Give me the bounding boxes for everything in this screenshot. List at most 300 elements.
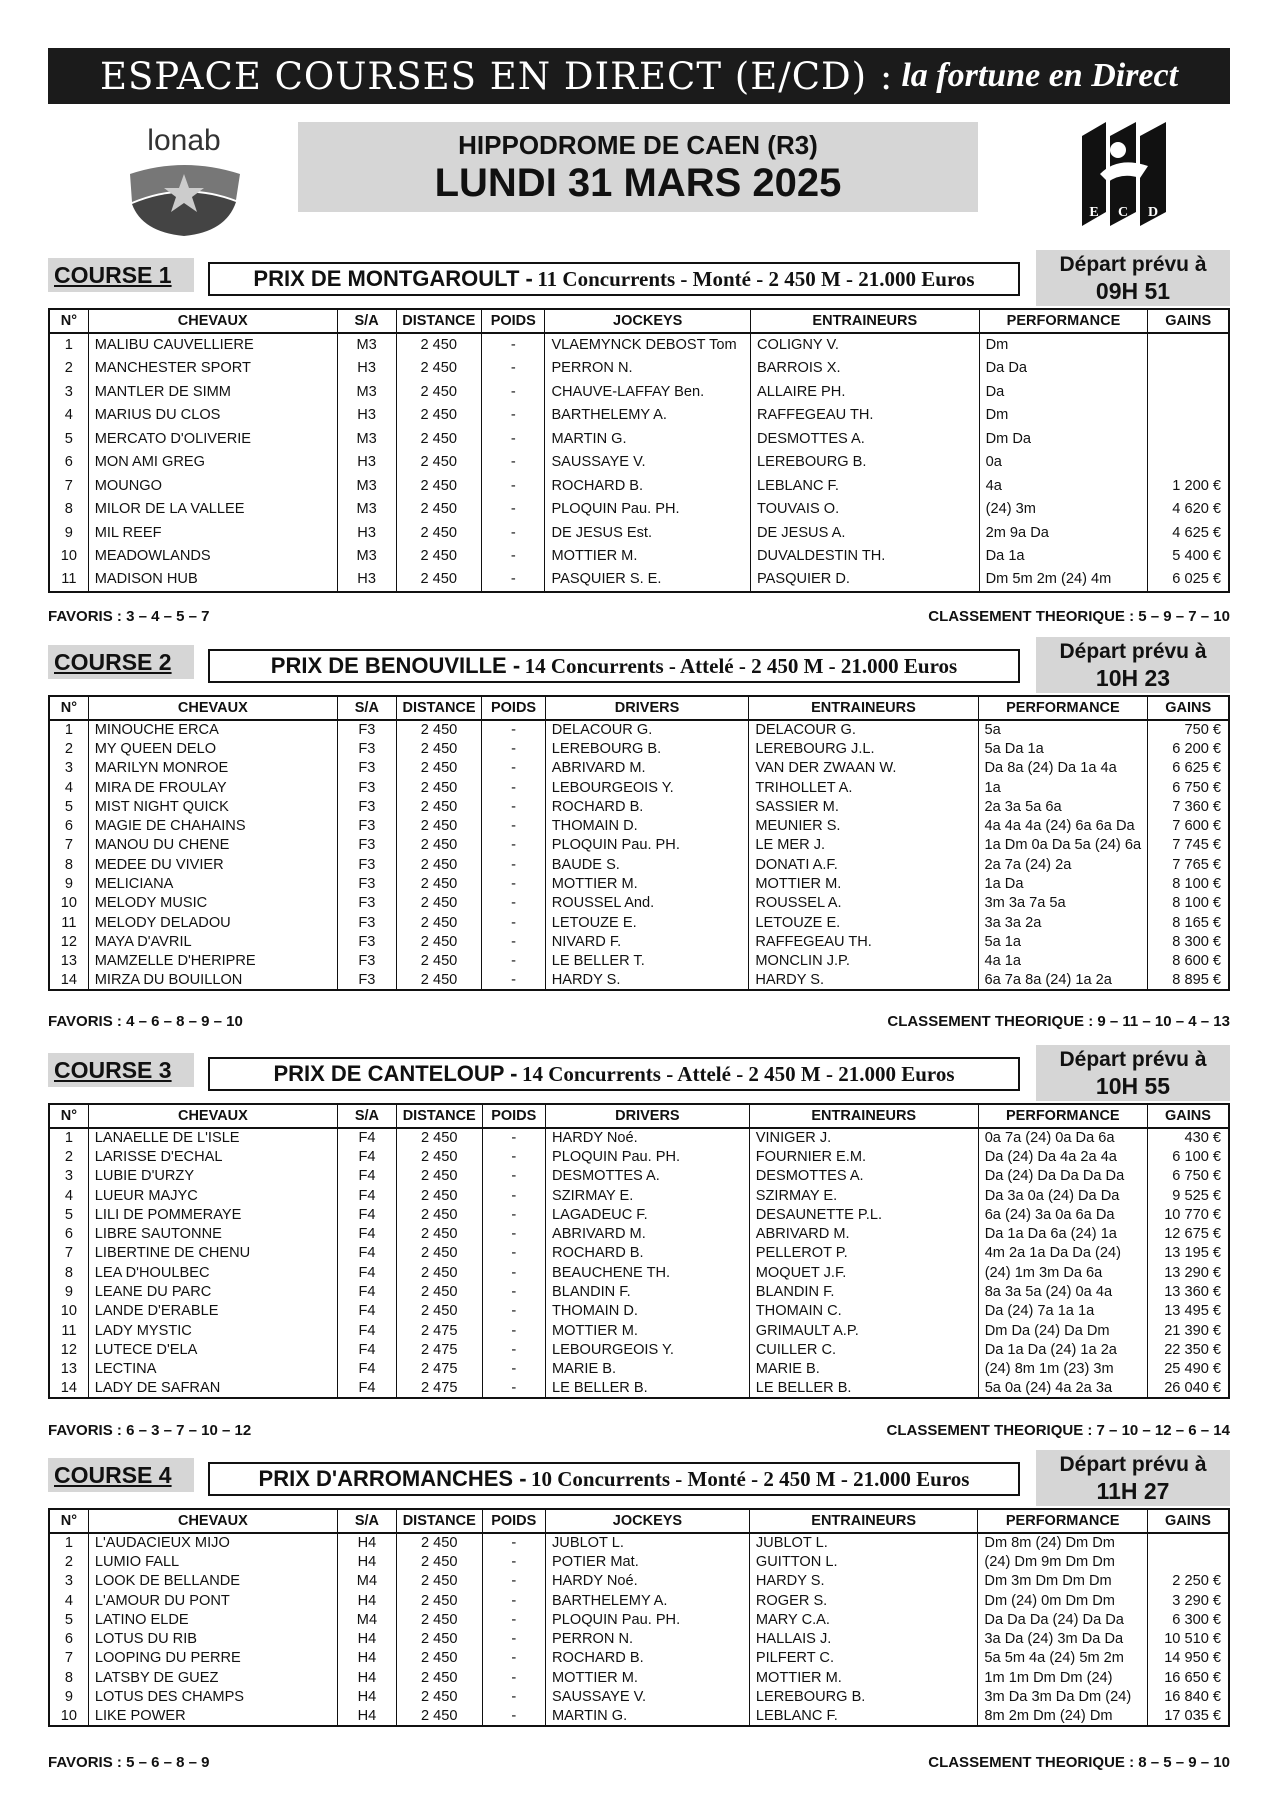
table-cell: MONCLIN J.P.	[749, 952, 978, 971]
table-cell: 6	[49, 451, 88, 475]
favoris	[48, 1754, 209, 1771]
table-cell: MINOUCHE ERCA	[88, 720, 337, 739]
table-cell: MARIUS DU CLOS	[88, 404, 337, 428]
favoris-values: 6 – 3 – 7 – 10 – 12	[126, 1422, 252, 1439]
table-cell: -	[482, 952, 545, 971]
table-cell: LIBRE SAUTONNE	[88, 1224, 337, 1243]
table-cell: MIRA DE FROULAY	[88, 778, 337, 797]
table-cell: 4	[49, 1186, 88, 1205]
table-cell: F3	[337, 971, 396, 990]
table-cell: LOOPING DU PERRE	[88, 1649, 337, 1668]
course-label: COURSE 1	[48, 258, 194, 292]
table-cell: H3	[337, 568, 396, 592]
table-cell: LEBLANC F.	[749, 1707, 978, 1726]
table-row	[49, 357, 1229, 381]
table-cell: ALLAIRE PH.	[750, 380, 979, 404]
table-cell: -	[482, 1379, 545, 1398]
table-cell: Dm 3m Dm Dm Dm	[978, 1572, 1148, 1591]
prix-name: PRIX D'ARROMANCHES -	[258, 1466, 527, 1491]
table-cell: PLOQUIN Pau. PH.	[546, 1610, 750, 1629]
table-cell: F4	[338, 1186, 397, 1205]
table-row	[49, 568, 1229, 592]
table-cell: VAN DER ZWAAN W.	[749, 759, 978, 778]
svg-text:C: C	[1117, 205, 1129, 220]
table-cell: 4a 1a	[978, 952, 1148, 971]
classement-theorique	[887, 1422, 1230, 1439]
table-cell: F3	[337, 778, 396, 797]
table-cell: 13	[49, 952, 88, 971]
depart-box	[1036, 1450, 1230, 1506]
table-row	[49, 1128, 1229, 1147]
table-cell: -	[482, 836, 545, 855]
table-cell: 25 490 €	[1147, 1360, 1229, 1379]
table-cell: GUITTON L.	[749, 1552, 978, 1571]
table-cell: F4	[338, 1379, 397, 1398]
table-cell: 1	[49, 720, 88, 739]
table-cell: LECTINA	[88, 1360, 337, 1379]
table-cell: F3	[337, 855, 396, 874]
table-cell: Dm (24) 0m Dm Dm	[978, 1591, 1148, 1610]
column-header: N°	[49, 1509, 88, 1533]
table-cell: SAUSSAYE V.	[545, 451, 751, 475]
table-cell: -	[482, 739, 545, 758]
table-row	[49, 1649, 1229, 1668]
table-cell: 7	[49, 836, 88, 855]
table-row	[49, 1687, 1229, 1706]
table-cell: PLOQUIN Pau. PH.	[545, 1147, 749, 1166]
table-cell: 2 450	[396, 739, 482, 758]
table-cell: 2 475	[396, 1340, 482, 1359]
table-cell: 1	[49, 1533, 88, 1552]
table-cell: -	[482, 816, 545, 835]
table-cell: F3	[337, 932, 396, 951]
table-cell: Dm	[979, 333, 1148, 357]
table-cell: 12 675 €	[1147, 1224, 1229, 1243]
table-cell: 2 450	[396, 1629, 482, 1648]
column-header: N°	[49, 309, 88, 333]
table-cell: RAFFEGEAU TH.	[750, 404, 979, 428]
table-cell: LADY MYSTIC	[88, 1321, 337, 1340]
table-cell: 2 450	[396, 894, 482, 913]
favoris-label: FAVORIS :	[48, 1422, 122, 1439]
table-cell: MOTTIER M.	[545, 545, 751, 569]
table-cell: LILI DE POMMERAYE	[88, 1205, 337, 1224]
table-cell: MERCATO D'OLIVERIE	[88, 427, 337, 451]
table-cell: H4	[337, 1649, 396, 1668]
table-cell: 13	[49, 1360, 88, 1379]
table-cell: 16 840 €	[1147, 1687, 1229, 1706]
table-cell: 7 360 €	[1148, 797, 1229, 816]
course-label: COURSE 3	[48, 1053, 194, 1087]
table-row	[49, 1610, 1229, 1629]
table-cell: -	[482, 1205, 545, 1224]
table-cell: -	[482, 427, 545, 451]
table-row	[49, 797, 1229, 816]
table-cell: -	[482, 778, 545, 797]
table-cell: ABRIVARD M.	[545, 1224, 749, 1243]
table-cell: MARY C.A.	[749, 1610, 978, 1629]
column-header: ENTRAINEURS	[749, 696, 978, 720]
table-row	[49, 404, 1229, 428]
table-cell: 5	[49, 797, 88, 816]
table-cell: 2 475	[396, 1360, 482, 1379]
table-cell: H4	[337, 1687, 396, 1706]
column-header: POIDS	[482, 1509, 545, 1533]
table-cell: GRIMAULT A.P.	[749, 1321, 978, 1340]
table-cell: PILFERT C.	[749, 1649, 978, 1668]
table-cell: F3	[337, 894, 396, 913]
table-cell: THOMAIN D.	[545, 816, 749, 835]
table-cell: 2 450	[396, 952, 482, 971]
table-cell: 2 450	[396, 1224, 482, 1243]
table-cell: 4	[49, 404, 88, 428]
table-cell: -	[482, 1591, 545, 1610]
table-cell: 2 450	[396, 1147, 482, 1166]
table-cell: -	[482, 913, 545, 932]
table-cell: 3a Da (24) 3m Da Da	[978, 1629, 1148, 1648]
table-row	[49, 1379, 1229, 1398]
table-cell: LAGADEUC F.	[545, 1205, 749, 1224]
table-cell: H4	[337, 1533, 396, 1552]
table-cell: 2 450	[396, 404, 482, 428]
table-cell: Da 1a Da 6a (24) 1a	[978, 1224, 1147, 1243]
column-header: JOCKEYS	[546, 1509, 750, 1533]
table-cell: MEDEE DU VIVIER	[88, 855, 337, 874]
table-cell: Da (24) Da Da Da Da	[978, 1167, 1147, 1186]
table-cell: 8 165 €	[1148, 913, 1229, 932]
table-cell: 1 200 €	[1148, 474, 1229, 498]
table-cell: -	[482, 720, 545, 739]
column-header: CHEVAUX	[88, 696, 337, 720]
table-cell: Dm Da (24) Da Dm	[978, 1321, 1147, 1340]
table-cell: 6 300 €	[1147, 1610, 1229, 1629]
table-row	[49, 498, 1229, 522]
table-cell: -	[482, 1282, 545, 1301]
table-cell: 4 620 €	[1148, 498, 1229, 522]
table-row	[49, 1244, 1229, 1263]
table-header-row	[49, 309, 1229, 333]
table-cell: H3	[337, 404, 396, 428]
title-banner	[48, 48, 1230, 104]
table-cell: -	[482, 380, 545, 404]
table-cell: F4	[338, 1263, 397, 1282]
table-cell: DE JESUS A.	[750, 521, 979, 545]
table-cell	[1148, 451, 1229, 475]
table-cell: 8 300 €	[1148, 932, 1229, 951]
table-cell: 2	[49, 1147, 88, 1166]
table-row	[49, 1360, 1229, 1379]
table-cell: 2 450	[396, 498, 482, 522]
table-cell: 10 770 €	[1147, 1205, 1229, 1224]
table-cell	[1148, 333, 1229, 357]
depart-label: Départ prévu à	[1059, 640, 1207, 663]
table-cell: 0a 7a (24) 0a Da 6a	[978, 1128, 1147, 1147]
table-cell: LUTECE D'ELA	[88, 1340, 337, 1359]
table-cell: 14 950 €	[1147, 1649, 1229, 1668]
table-cell: DESMOTTES A.	[545, 1167, 749, 1186]
table-cell: MIRZA DU BOUILLON	[88, 971, 337, 990]
table-cell: 1a	[978, 778, 1148, 797]
table-cell: LATINO ELDE	[88, 1610, 337, 1629]
table-cell: LEREBOURG B.	[545, 739, 749, 758]
table-cell: -	[482, 759, 545, 778]
column-header: S/A	[337, 696, 396, 720]
table-cell: F4	[338, 1128, 397, 1147]
favoris	[48, 1013, 243, 1030]
table-cell: LEBOURGEOIS Y.	[545, 1340, 749, 1359]
table-cell: -	[482, 474, 545, 498]
table-row	[49, 451, 1229, 475]
table-cell: 2 450	[396, 1649, 482, 1668]
table-cell: M3	[337, 380, 396, 404]
table-cell: 8m 2m Dm (24) Dm	[978, 1707, 1148, 1726]
table-cell	[1147, 1533, 1229, 1552]
column-header: POIDS	[482, 1104, 545, 1128]
table-cell: -	[482, 1321, 545, 1340]
table-cell: 5	[49, 427, 88, 451]
table-cell: 1a Dm 0a Da 5a (24) 6a	[978, 836, 1148, 855]
table-cell: 16 650 €	[1147, 1668, 1229, 1687]
table-cell: 2 450	[396, 874, 482, 893]
table-cell: F3	[337, 739, 396, 758]
column-header: DISTANCE	[396, 1104, 482, 1128]
table-cell: 2 250 €	[1147, 1572, 1229, 1591]
classement-label: CLASSEMENT THEORIQUE :	[928, 1754, 1135, 1771]
table-cell: FOURNIER E.M.	[749, 1147, 978, 1166]
table-row	[49, 1533, 1229, 1552]
table-cell: 2 450	[396, 357, 482, 381]
table-cell: 2 450	[396, 1128, 482, 1147]
table-cell: 2 450	[396, 1610, 482, 1629]
table-cell: -	[482, 932, 545, 951]
table-cell: 3a 3a 2a	[978, 913, 1148, 932]
column-header: CHEVAUX	[88, 1104, 337, 1128]
table-cell: THOMAIN D.	[545, 1302, 749, 1321]
column-header: GAINS	[1148, 309, 1229, 333]
table-cell: PERRON N.	[545, 357, 751, 381]
table-cell: 6a (24) 3a 0a 6a Da	[978, 1205, 1147, 1224]
table-cell: MOTTIER M.	[545, 1321, 749, 1340]
table-cell: LOTUS DES CHAMPS	[88, 1687, 337, 1706]
table-cell: MALIBU CAUVELLIERE	[88, 333, 337, 357]
table-row	[49, 1302, 1229, 1321]
table-cell: MEUNIER S.	[749, 816, 978, 835]
column-header: S/A	[337, 309, 396, 333]
table-cell: DUVALDESTIN TH.	[750, 545, 979, 569]
table-cell: DESMOTTES A.	[749, 1167, 978, 1186]
column-header: POIDS	[482, 696, 545, 720]
svg-text:lonab: lonab	[147, 124, 221, 157]
classement-values: 9 – 11 – 10 – 4 – 13	[1097, 1013, 1230, 1030]
column-header: GAINS	[1147, 1104, 1229, 1128]
table-cell: LATSBY DE GUEZ	[88, 1668, 337, 1687]
table-cell: MANTLER DE SIMM	[88, 380, 337, 404]
table-row	[49, 1147, 1229, 1166]
table-row	[49, 1668, 1229, 1687]
table-cell: MIL REEF	[88, 521, 337, 545]
column-header: CHEVAUX	[88, 309, 337, 333]
table-cell: CHAUVE-LAFFAY Ben.	[545, 380, 751, 404]
table-cell: HARDY Noé.	[546, 1572, 750, 1591]
table-cell: -	[482, 1340, 545, 1359]
table-cell: 8 100 €	[1148, 894, 1229, 913]
table-cell: 9	[49, 1687, 88, 1706]
race-meeting-header	[298, 122, 978, 212]
column-header: N°	[49, 1104, 88, 1128]
table-cell: 11	[49, 1321, 88, 1340]
table-cell: 2 450	[396, 451, 482, 475]
classement-theorique	[887, 1013, 1230, 1030]
table-row	[49, 1572, 1229, 1591]
table-cell: MAGIE DE CHAHAINS	[88, 816, 337, 835]
prix-details: 11 Concurrents - Monté - 2 450 M - 21.000 Euros	[537, 267, 975, 291]
table-row	[49, 932, 1229, 951]
svg-text:D: D	[1147, 205, 1159, 220]
table-cell: -	[482, 1186, 545, 1205]
table-cell: MON AMI GREG	[88, 451, 337, 475]
table-cell: MARTIN G.	[545, 427, 751, 451]
table-cell: Da	[979, 380, 1148, 404]
table-cell: COLIGNY V.	[750, 333, 979, 357]
table-cell: 6 025 €	[1148, 568, 1229, 592]
table-cell: SZIRMAY E.	[749, 1186, 978, 1205]
column-header: ENTRAINEURS	[750, 309, 979, 333]
table-row	[49, 1552, 1229, 1571]
table-row	[49, 971, 1229, 990]
classement-values: 5 – 9 – 7 – 10	[1138, 608, 1230, 625]
table-cell: DELACOUR G.	[749, 720, 978, 739]
table-cell: M3	[337, 498, 396, 522]
table-cell: Dm Da	[979, 427, 1148, 451]
table-cell: 8 100 €	[1148, 874, 1229, 893]
table-cell: Da 3a 0a (24) Da Da	[978, 1186, 1147, 1205]
table-cell: MY QUEEN DELO	[88, 739, 337, 758]
table-cell: 2 450	[396, 545, 482, 569]
table-cell: M3	[337, 474, 396, 498]
table-cell: -	[482, 1533, 545, 1552]
table-cell: 2 450	[396, 913, 482, 932]
classement-label: CLASSEMENT THEORIQUE :	[887, 1013, 1094, 1030]
depart-time: 10H 55	[1095, 1073, 1171, 1099]
table-cell: -	[482, 1147, 545, 1166]
table-cell: H4	[337, 1668, 396, 1687]
prix-box	[208, 262, 1020, 296]
table-cell	[1147, 1552, 1229, 1571]
table-cell: F4	[338, 1282, 397, 1301]
table-cell: 8	[49, 1668, 88, 1687]
table-cell: Da Da	[979, 357, 1148, 381]
table-cell: 6a 7a 8a (24) 1a 2a	[978, 971, 1148, 990]
classement-values: 7 – 10 – 12 – 6 – 14	[1096, 1422, 1230, 1439]
table-row	[49, 894, 1229, 913]
table-cell: MAMZELLE D'HERIPRE	[88, 952, 337, 971]
table-cell: 4	[49, 778, 88, 797]
table-cell: ABRIVARD M.	[749, 1224, 978, 1243]
depart-time: 11H 27	[1096, 1478, 1170, 1504]
classement-label: CLASSEMENT THEORIQUE :	[886, 1422, 1093, 1439]
table-row	[49, 1282, 1229, 1301]
table-row	[49, 333, 1229, 357]
table-cell: 8a 3a 5a (24) 0a 4a	[978, 1282, 1147, 1301]
table-cell: 6	[49, 1629, 88, 1648]
table-cell: F4	[338, 1244, 397, 1263]
table-cell: 2 450	[396, 759, 482, 778]
table-cell: 7 745 €	[1148, 836, 1229, 855]
table-cell: 2	[49, 739, 88, 758]
table-cell: 1	[49, 1128, 88, 1147]
course-label: COURSE 4	[48, 1458, 194, 1492]
table-cell: -	[482, 1244, 545, 1263]
table-cell: 2a 7a (24) 2a	[978, 855, 1148, 874]
table-cell: 6 625 €	[1148, 759, 1229, 778]
column-header: GAINS	[1148, 696, 1229, 720]
table-cell: THOMAIN C.	[749, 1302, 978, 1321]
table-cell: F3	[337, 759, 396, 778]
table-cell: JUBLOT L.	[749, 1533, 978, 1552]
prix-name: PRIX DE BENOUVILLE -	[270, 653, 521, 678]
table-cell: 2 475	[396, 1321, 482, 1340]
table-cell: LUMIO FALL	[88, 1552, 337, 1571]
table-cell: (24) 8m 1m (23) 3m	[978, 1360, 1147, 1379]
table-cell: 5	[49, 1610, 88, 1629]
depart-box	[1036, 1045, 1230, 1101]
table-cell: 11	[49, 913, 88, 932]
table-cell: HARDY S.	[749, 1572, 978, 1591]
table-cell: SZIRMAY E.	[545, 1186, 749, 1205]
table-cell: 12	[49, 932, 88, 951]
column-header: DISTANCE	[396, 309, 482, 333]
table-cell: LUBIE D'URZY	[88, 1167, 337, 1186]
table-cell: 4 625 €	[1148, 521, 1229, 545]
favoris-label: FAVORIS :	[48, 1013, 122, 1030]
table-cell: 6 750 €	[1147, 1167, 1229, 1186]
table-cell: M3	[337, 427, 396, 451]
table-cell: 3	[49, 1572, 88, 1591]
table-cell: -	[482, 521, 545, 545]
table-row	[49, 1224, 1229, 1243]
table-cell: F4	[338, 1167, 397, 1186]
table-cell: 5a 0a (24) 4a 2a 3a	[978, 1379, 1147, 1398]
table-cell: 2 450	[396, 1302, 482, 1321]
table-cell: 8	[49, 498, 88, 522]
column-header: DISTANCE	[396, 696, 482, 720]
table-row	[49, 545, 1229, 569]
table-cell: 9	[49, 874, 88, 893]
table-cell: LIKE POWER	[88, 1707, 337, 1726]
table-cell: MANCHESTER SPORT	[88, 357, 337, 381]
column-header: GAINS	[1147, 1509, 1229, 1533]
table-cell: LANAELLE DE L'ISLE	[88, 1128, 337, 1147]
runners-table	[48, 308, 1230, 593]
table-cell: L'AUDACIEUX MIJO	[88, 1533, 337, 1552]
table-row	[49, 1340, 1229, 1359]
table-cell: LADY DE SAFRAN	[88, 1379, 337, 1398]
table-cell: MANOU DU CHENE	[88, 836, 337, 855]
table-cell: 2	[49, 1552, 88, 1571]
table-cell: H3	[337, 451, 396, 475]
table-cell: H3	[337, 521, 396, 545]
table-cell: 2 450	[396, 1205, 482, 1224]
table-cell: 8 600 €	[1148, 952, 1229, 971]
table-cell: -	[482, 1302, 545, 1321]
table-cell: LOTUS DU RIB	[88, 1629, 337, 1648]
table-cell: LEA D'HOULBEC	[88, 1263, 337, 1282]
table-cell: LE BELLER T.	[545, 952, 749, 971]
table-cell: DESMOTTES A.	[750, 427, 979, 451]
table-cell: -	[482, 894, 545, 913]
table-row	[49, 1186, 1229, 1205]
table-cell: LANDE D'ERABLE	[88, 1302, 337, 1321]
